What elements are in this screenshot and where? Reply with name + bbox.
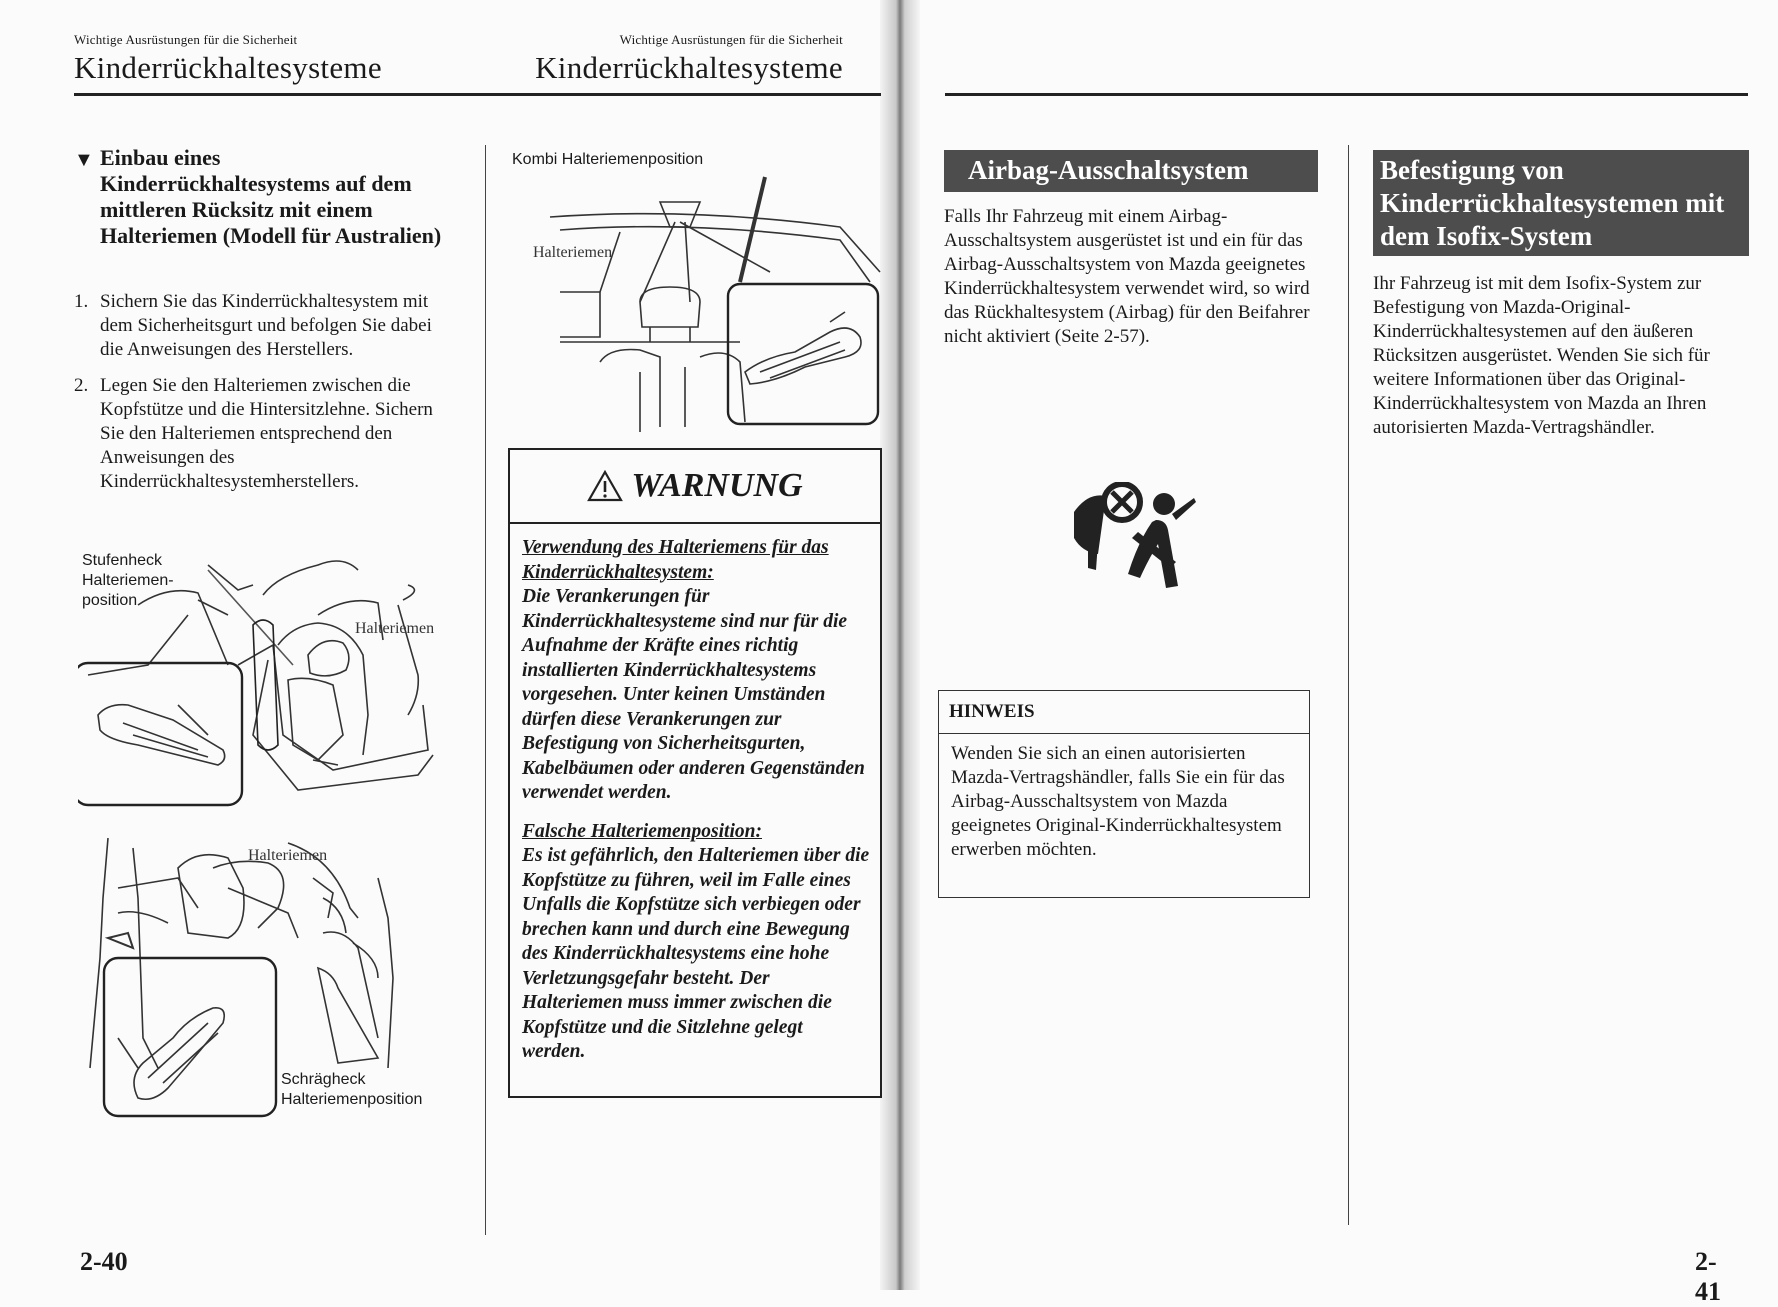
running-header: Wichtige Ausrüstungen für die Sicherheit <box>74 32 298 47</box>
list-item: 1. Sichern Sie das Kinderrückhaltesystem mit dem Sicherheitsgurt und befolgen Sie dabei die Anweisungen des Herstellers. <box>74 291 432 360</box>
header-rule <box>945 93 1748 96</box>
schraegheck-caption: Schrägheck Halteriemenposition <box>281 1071 423 1108</box>
warning-title: WARNUNG <box>631 467 803 504</box>
section-heading: ▼ Einbau eines Kinderrückhaltesystems auf dem mittleren Rücksitz mit einem Halteriemen (Modell für Australien) <box>74 145 442 248</box>
isofix-text: Ihr Fahrzeug ist mit dem Isofix-System zur Befestigung von Mazda-Original-Kinderrückhaltesystemen auf den äußeren Rücksitzen ausgerüstet. Wenden Sie sich für weitere Informationen über das Original-Kinderrückhaltesystem von Mazda an Ihren autorisierten Mazda-Vertragshändler. <box>1373 273 1710 438</box>
warning-paragraph: Verwendung des Halteriemens für das Kinderrückhaltesystem: Die Verankerungen für Kinderrückhaltesysteme sind nur für die Aufnahme der Kräfte eines richtig installierten Kinderrückhaltesystems vorgesehen. Unter keinen Umständen dürfen diese Verankerungen zur Befestigung von Sicherheitsgurten, Kabelbäumen oder anderen Gegenständen verwendet werden. <box>522 537 865 803</box>
hinweis-heading: HINWEIS <box>939 691 1309 734</box>
figure-label: Halteriemen <box>533 244 613 261</box>
page-number: 2-40 <box>80 1247 128 1276</box>
page-number: 2-41 <box>1695 1247 1721 1306</box>
airbag-text: Falls Ihr Fahrzeug mit einem Airbag-Ausschaltsystem ausgerüstet ist und ein für das Airbag-Ausschaltsystem von Mazda geeignetes Kinderrückhaltesystem verwendet wird, so wird das Rückhaltesystem (Airbag) für den Beifahrer nicht aktiviert (Seite 2-57). <box>944 206 1310 347</box>
figure-label: Halteriemen <box>355 620 435 637</box>
warning-paragraph: Falsche Halteriemenposition: Es ist gefährlich, den Halteriemen über die Kopfstütze zu führen, weil im Falle eines Unfalls die Kopfstütze sich verbiegen oder brechen kann und durch eine Bewegung des Kinderrückhaltesystems eine hohe Verletzungsgefahr besteht. Der Halteriemen muss immer zwischen die Kopfstütze und die Sitzlehne gelegt werden. <box>522 820 870 1062</box>
figure-label: Halteriemen <box>248 847 328 864</box>
column-divider <box>1348 145 1349 1225</box>
running-header: Wichtige Ausrüstungen für die Sicherheit <box>619 32 843 47</box>
kombi-caption: Kombi Halteriemenposition <box>512 151 704 168</box>
stufenheck-caption: Stufenheck Halteriemen-position <box>82 552 174 609</box>
page-title: Kinderrückhaltesysteme <box>535 50 843 85</box>
list-item: 2. Legen Sie den Halteriemen zwischen die Kopfstütze und die Hintersitzlehne. Sichern Sie den Halteriemen entsprechend den Anweisungen des Kinderrückhaltesystemherstellers. <box>74 375 433 492</box>
airbag-off-icon <box>1068 482 1198 592</box>
hinweis-text: Wenden Sie sich an einen autorisierten Mazda-Vertragshändler, falls Sie ein für das Airbag-Ausschaltsystem von Mazda geeignetes Original-Kinderrückhaltesystem erwerben möchten. <box>951 743 1285 860</box>
airbag-heading: Airbag-Ausschaltsystem <box>944 150 1318 192</box>
hinweis-box <box>938 690 1310 898</box>
page-title: Kinderrückhaltesysteme <box>74 50 382 85</box>
isofix-heading: Befestigung von Kinderrückhaltesystemen mit dem Isofix-System <box>1373 150 1749 256</box>
triangle-down-icon: ▼ <box>74 149 94 171</box>
